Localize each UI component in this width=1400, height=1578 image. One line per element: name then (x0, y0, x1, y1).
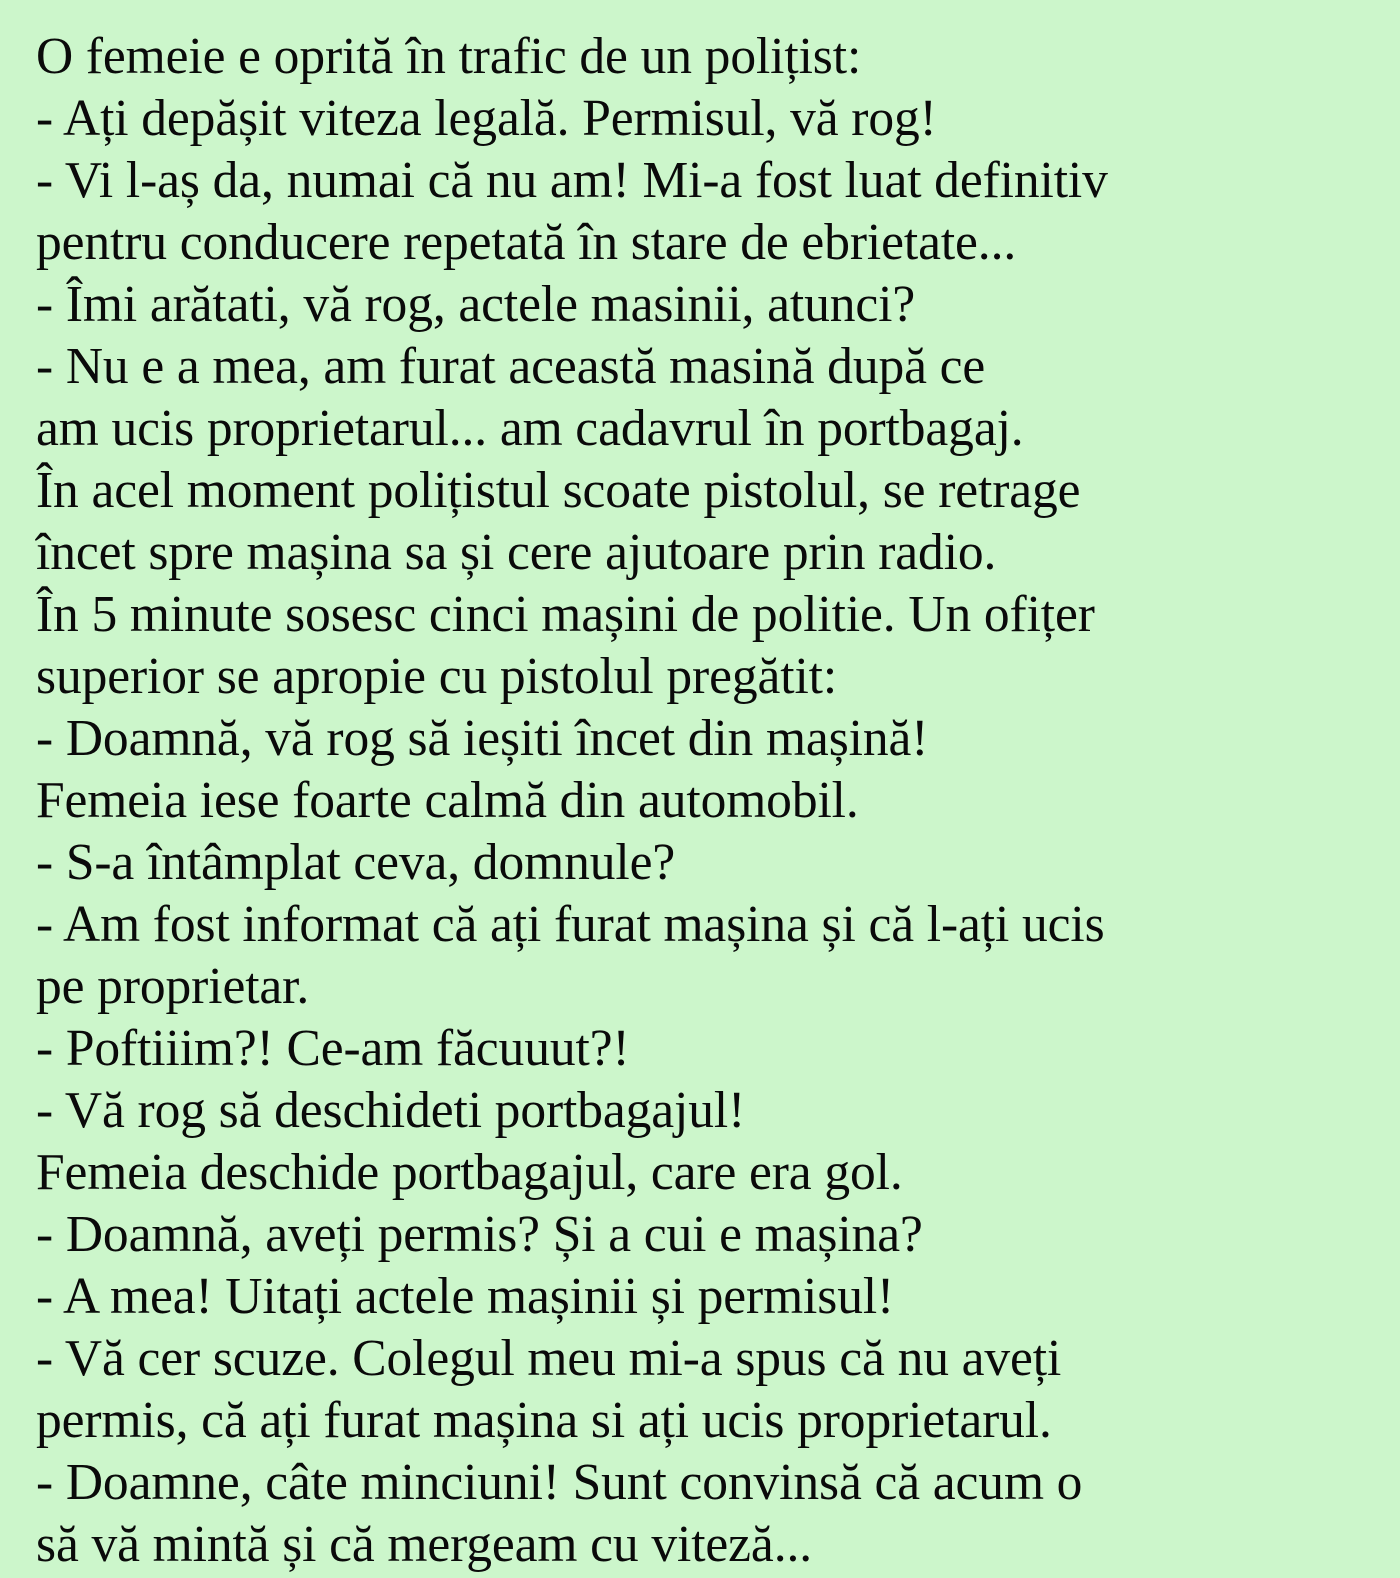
text-line: pentru conducere repetată în stare de ebrietate... (36, 214, 1017, 271)
text-line: - Doamnă, vă rog să ieșiti încet din mașină! (36, 710, 929, 767)
text-line: - Vă rog să deschideti portbagajul! (36, 1082, 746, 1139)
text-line: - S-a întâmplat ceva, domnule? (36, 834, 676, 891)
text-line: - Vi l-aș da, numai că nu am! Mi-a fost luat definitiv (36, 152, 1108, 209)
text-line: În 5 minute sosesc cinci mașini de politie. Un ofițer (36, 586, 1095, 643)
text-line: să vă mintă și că mergeam cu viteză... (36, 1516, 813, 1573)
text-line: permis, că ați furat mașina si ați ucis proprietarul. (36, 1392, 1052, 1449)
text-line: - Doamne, câte minciuni! Sunt convinsă că acum o (36, 1454, 1083, 1511)
text-line: - Poftiiim?! Ce-am făcuuut?! (36, 1020, 630, 1077)
text-line: - A mea! Uitați actele mașinii și permisul! (36, 1268, 895, 1325)
text-line: Femeia iese foarte calmă din automobil. (36, 772, 859, 829)
text-line: am ucis proprietarul... am cadavrul în portbagaj. (36, 400, 1024, 457)
text-line: O femeie e oprită în trafic de un polițist: (36, 28, 862, 85)
text-line: - Nu e a mea, am furat această masină după ce (36, 338, 986, 395)
text-line: Femeia deschide portbagajul, care era gol. (36, 1144, 903, 1201)
text-line: În acel moment polițistul scoate pistolul, se retrage (36, 462, 1081, 519)
text-line: - Am fost informat că ați furat mașina și că l-ați ucis (36, 896, 1105, 953)
text-line: - Doamnă, aveți permis? Și a cui e mașina? (36, 1206, 923, 1263)
text-line: pe proprietar. (36, 958, 310, 1015)
text-line: încet spre mașina sa și cere ajutoare prin radio. (36, 524, 997, 581)
text-line: - Ați depășit viteza legală. Permisul, vă rog! (36, 90, 937, 147)
text-line: superior se apropie cu pistolul pregătit: (36, 648, 838, 705)
text-line: - Îmi arătati, vă rog, actele masinii, atunci? (36, 276, 916, 333)
text-line: - Vă cer scuze. Colegul meu mi-a spus că nu aveți (36, 1330, 1062, 1387)
